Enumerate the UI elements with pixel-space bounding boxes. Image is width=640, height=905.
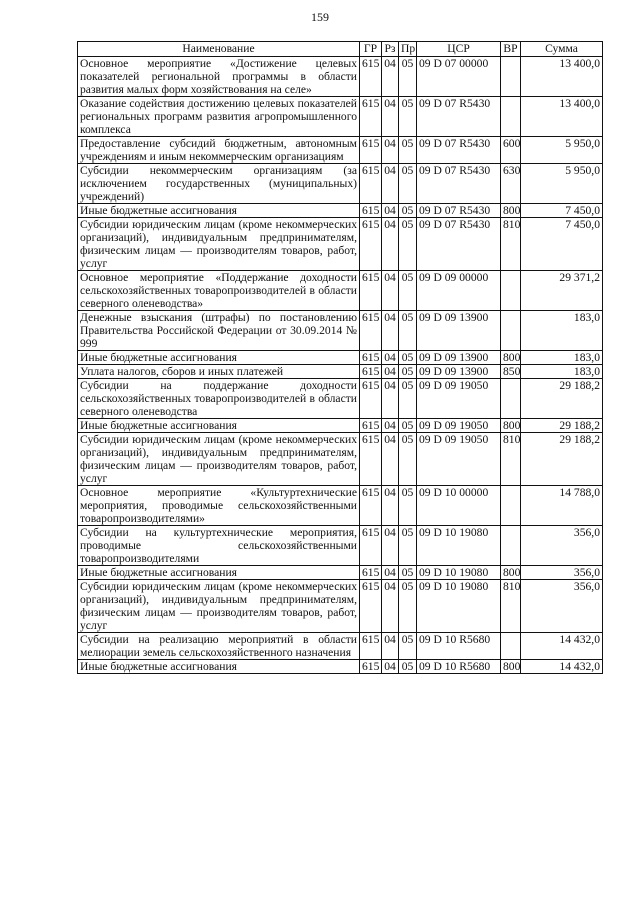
row-sum: 29 188,2 [521, 419, 603, 433]
row-sum: 29 188,2 [521, 433, 603, 486]
row-sum: 14 788,0 [521, 486, 603, 526]
row-pr: 05 [399, 164, 417, 204]
row-rz: 04 [382, 660, 399, 674]
row-name: Оказание содействия достижению целевых показателей региональных программ развития агропромышленного комплекса [78, 97, 360, 137]
row-vr [501, 379, 521, 419]
row-vr [501, 486, 521, 526]
row-name: Основное мероприятие «Поддержание доходности сельскохозяйственных товаропроизводителей в области северного оленеводства» [78, 271, 360, 311]
row-vr: 850 [501, 365, 521, 379]
row-csr: 09 D 10 R5680 [417, 660, 501, 674]
row-vr [501, 311, 521, 351]
row-name: Субсидии юридическим лицам (кроме некоммерческих организаций), индивидуальным предпринимателям, физическим лицам — производителям товаров, работ, услуг [78, 433, 360, 486]
row-gr: 615 [360, 218, 382, 271]
row-gr: 615 [360, 137, 382, 164]
row-sum: 5 950,0 [521, 137, 603, 164]
row-gr: 615 [360, 486, 382, 526]
row-sum: 5 950,0 [521, 164, 603, 204]
row-pr: 05 [399, 137, 417, 164]
row-vr [501, 633, 521, 660]
row-csr: 09 D 07 R5430 [417, 218, 501, 271]
row-pr: 05 [399, 365, 417, 379]
row-rz: 04 [382, 351, 399, 365]
row-rz: 04 [382, 633, 399, 660]
row-rz: 04 [382, 218, 399, 271]
table-row [78, 97, 603, 137]
row-gr: 615 [360, 660, 382, 674]
row-rz: 04 [382, 137, 399, 164]
row-gr: 615 [360, 526, 382, 566]
row-gr: 615 [360, 351, 382, 365]
row-sum: 14 432,0 [521, 633, 603, 660]
row-vr: 800 [501, 419, 521, 433]
row-rz: 04 [382, 164, 399, 204]
budget-table [77, 41, 603, 674]
row-rz: 04 [382, 97, 399, 137]
row-csr: 09 D 07 R5430 [417, 97, 501, 137]
row-gr: 615 [360, 204, 382, 218]
row-gr: 615 [360, 164, 382, 204]
row-pr: 05 [399, 580, 417, 633]
row-pr: 05 [399, 433, 417, 486]
row-vr: 800 [501, 204, 521, 218]
row-rz: 04 [382, 419, 399, 433]
column-header-csr: ЦСР [417, 42, 501, 57]
column-header-name: Наименование [78, 42, 360, 57]
row-vr: 800 [501, 351, 521, 365]
row-rz: 04 [382, 566, 399, 580]
table-row [78, 351, 603, 365]
row-csr: 09 D 10 19080 [417, 566, 501, 580]
row-csr: 09 D 09 19050 [417, 419, 501, 433]
row-csr: 09 D 10 19080 [417, 580, 501, 633]
row-name: Основное мероприятие «Достижение целевых показателей региональной программы в области развития малых форм хозяйствования на селе» [78, 57, 360, 97]
row-sum: 14 432,0 [521, 660, 603, 674]
row-name: Уплата налогов, сборов и иных платежей [78, 365, 360, 379]
row-name: Субсидии на культуртехнические мероприятия, проводимые сельскохозяйственными товаропроизводителями [78, 526, 360, 566]
row-rz: 04 [382, 486, 399, 526]
column-header-sum: Сумма [521, 42, 603, 57]
row-csr: 09 D 07 R5430 [417, 137, 501, 164]
table-row [78, 271, 603, 311]
row-name: Предоставление субсидий бюджетным, автономным учреждениям и иным некоммерческим организациям [78, 137, 360, 164]
row-sum: 356,0 [521, 526, 603, 566]
table-row [78, 486, 603, 526]
row-name: Субсидии юридическим лицам (кроме некоммерческих организаций), индивидуальным предпринимателям, физическим лицам — производителям товаров, работ, услуг [78, 218, 360, 271]
row-sum: 29 371,2 [521, 271, 603, 311]
row-pr: 05 [399, 566, 417, 580]
column-header-vr: ВР [501, 42, 521, 57]
table-row [78, 580, 603, 633]
table-row [78, 419, 603, 433]
table-header [78, 42, 603, 57]
table-row [78, 365, 603, 379]
row-name: Денежные взыскания (штрафы) по постановлению Правительства Российской Федерации от 30.09.2014 № 999 [78, 311, 360, 351]
row-name: Субсидии некоммерческим организациям (за исключением государственных (муниципальных) учреждений) [78, 164, 360, 204]
row-vr: 810 [501, 580, 521, 633]
row-rz: 04 [382, 433, 399, 486]
row-pr: 05 [399, 486, 417, 526]
row-sum: 13 400,0 [521, 97, 603, 137]
row-rz: 04 [382, 311, 399, 351]
row-gr: 615 [360, 419, 382, 433]
row-vr: 600 [501, 137, 521, 164]
row-gr: 615 [360, 271, 382, 311]
row-gr: 615 [360, 580, 382, 633]
row-name: Субсидии на реализацию мероприятий в области мелиорации земель сельскохозяйственного назначения [78, 633, 360, 660]
row-pr: 05 [399, 218, 417, 271]
row-sum: 7 450,0 [521, 204, 603, 218]
row-vr: 800 [501, 566, 521, 580]
table-row [78, 526, 603, 566]
table-row [78, 204, 603, 218]
table-row [78, 137, 603, 164]
column-header-pr: Пр [399, 42, 417, 57]
row-name: Основное мероприятие «Культуртехнические мероприятия, проводимые сельскохозяйственными товаропроизводителями» [78, 486, 360, 526]
row-name: Субсидии на поддержание доходности сельскохозяйственных товаропроизводителей в области северного оленеводства [78, 379, 360, 419]
row-csr: 09 D 09 13900 [417, 365, 501, 379]
row-name: Иные бюджетные ассигнования [78, 419, 360, 433]
column-header-gr: ГР [360, 42, 382, 57]
table-row [78, 311, 603, 351]
row-name: Иные бюджетные ассигнования [78, 351, 360, 365]
row-vr: 810 [501, 433, 521, 486]
row-sum: 13 400,0 [521, 57, 603, 97]
row-name: Субсидии юридическим лицам (кроме некоммерческих организаций), индивидуальным предпринимателям, физическим лицам — производителям товаров, работ, услуг [78, 580, 360, 633]
row-csr: 09 D 09 13900 [417, 351, 501, 365]
row-csr: 09 D 07 R5430 [417, 164, 501, 204]
row-vr: 810 [501, 218, 521, 271]
row-vr: 800 [501, 660, 521, 674]
row-gr: 615 [360, 633, 382, 660]
table-row [78, 433, 603, 486]
row-csr: 09 D 07 00000 [417, 57, 501, 97]
row-sum: 183,0 [521, 351, 603, 365]
row-name: Иные бюджетные ассигнования [78, 660, 360, 674]
row-pr: 05 [399, 271, 417, 311]
row-gr: 615 [360, 311, 382, 351]
column-header-rz: Рз [382, 42, 399, 57]
row-pr: 05 [399, 97, 417, 137]
row-gr: 615 [360, 365, 382, 379]
row-vr: 630 [501, 164, 521, 204]
row-pr: 05 [399, 57, 417, 97]
table-row [78, 379, 603, 419]
row-csr: 09 D 10 R5680 [417, 633, 501, 660]
row-sum: 7 450,0 [521, 218, 603, 271]
table-row [78, 164, 603, 204]
row-pr: 05 [399, 526, 417, 566]
row-rz: 04 [382, 271, 399, 311]
table-row [78, 660, 603, 674]
row-pr: 05 [399, 351, 417, 365]
row-rz: 04 [382, 580, 399, 633]
row-csr: 09 D 09 13900 [417, 311, 501, 351]
table-row [78, 566, 603, 580]
row-sum: 183,0 [521, 365, 603, 379]
row-csr: 09 D 10 19080 [417, 526, 501, 566]
row-rz: 04 [382, 526, 399, 566]
row-vr [501, 97, 521, 137]
table-body [78, 57, 603, 674]
row-sum: 29 188,2 [521, 379, 603, 419]
row-gr: 615 [360, 97, 382, 137]
row-pr: 05 [399, 379, 417, 419]
row-vr [501, 526, 521, 566]
row-name: Иные бюджетные ассигнования [78, 566, 360, 580]
row-pr: 05 [399, 633, 417, 660]
row-sum: 183,0 [521, 311, 603, 351]
row-pr: 05 [399, 311, 417, 351]
row-rz: 04 [382, 204, 399, 218]
page-number: 159 [311, 10, 329, 24]
row-csr: 09 D 09 00000 [417, 271, 501, 311]
row-rz: 04 [382, 57, 399, 97]
row-sum: 356,0 [521, 566, 603, 580]
row-pr: 05 [399, 660, 417, 674]
row-gr: 615 [360, 57, 382, 97]
row-csr: 09 D 07 R5430 [417, 204, 501, 218]
row-csr: 09 D 10 00000 [417, 486, 501, 526]
row-rz: 04 [382, 379, 399, 419]
table-row [78, 57, 603, 97]
row-gr: 615 [360, 379, 382, 419]
table-row [78, 633, 603, 660]
row-pr: 05 [399, 204, 417, 218]
row-pr: 05 [399, 419, 417, 433]
row-vr [501, 271, 521, 311]
row-rz: 04 [382, 365, 399, 379]
row-csr: 09 D 09 19050 [417, 433, 501, 486]
row-gr: 615 [360, 433, 382, 486]
table-row [78, 218, 603, 271]
row-name: Иные бюджетные ассигнования [78, 204, 360, 218]
row-vr [501, 57, 521, 97]
row-gr: 615 [360, 566, 382, 580]
row-csr: 09 D 09 19050 [417, 379, 501, 419]
row-sum: 356,0 [521, 580, 603, 633]
